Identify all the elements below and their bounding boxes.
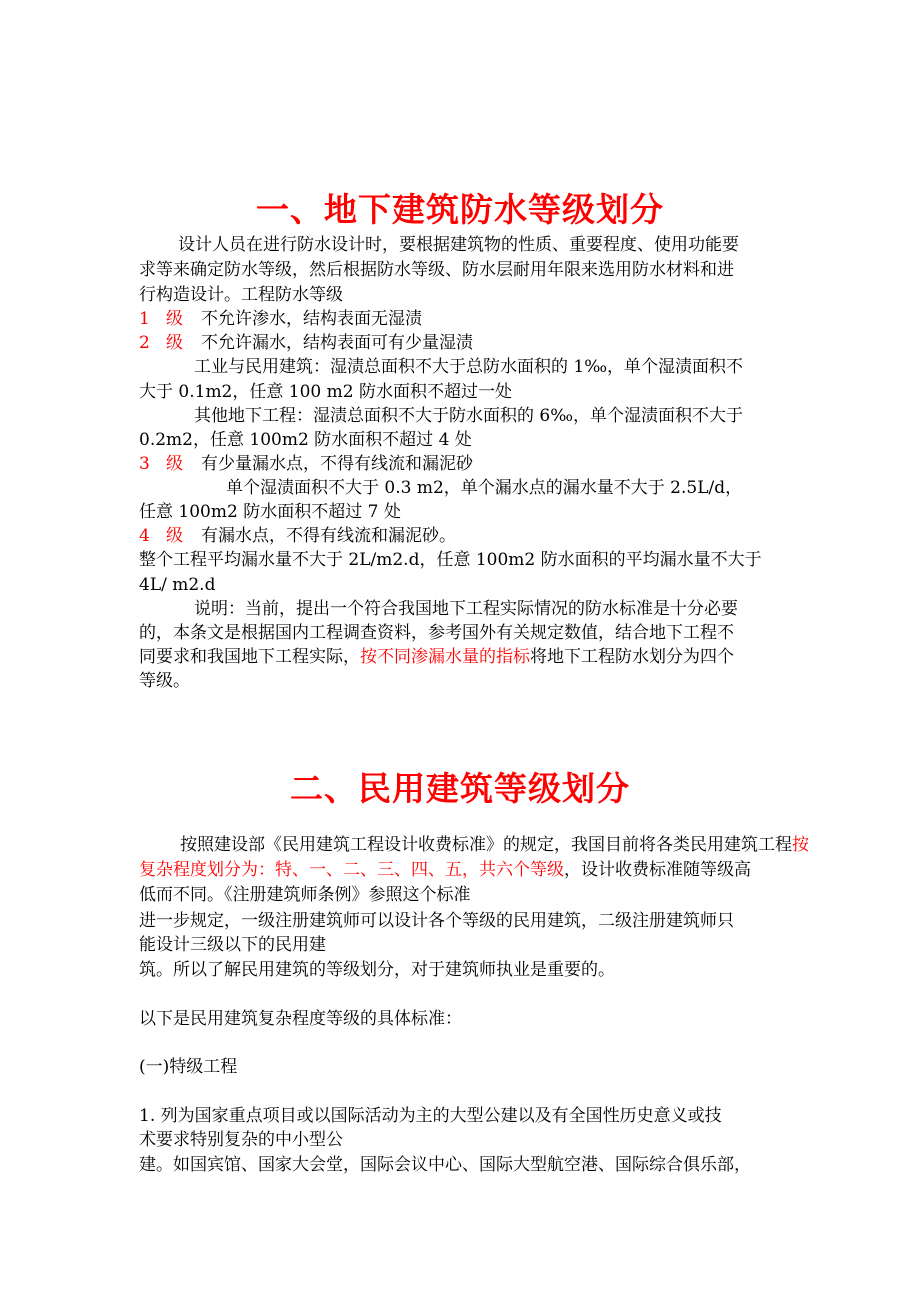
level-3-desc: 有少量漏水点，不得有线流和漏泥砂 [201,454,473,474]
p2-line: 以下是民用建筑复杂程度等级的具体标准： [139,1009,462,1029]
p4-line-3: 建。如国宾馆、国家大会堂，国际会议中心、国际大型航空港、国际综合俱乐部， [139,1155,751,1175]
intro-line-1: 设计人员在进行防水设计时，要根据建筑物的性质、重要程度、使用功能要 [178,235,739,255]
explanation-line-4: 等级。 [139,671,190,691]
explanation-line-1: 说明：当前，提出一个符合我国地下工程实际情况的防水标准是十分必要 [194,599,738,619]
section2-title: 二、民用建筑等级划分 [290,769,630,808]
level-2-note-2: 大于 0.1m2，任意 100 m2 防水面积不超过一处 [139,382,512,402]
level-1-desc: 不允许渗水，结构表面无湿渍 [201,309,422,329]
p1-line-2: 复杂程度划分为：特、一、二、三、四、五，共六个等级，设计收费标准随等级高 [139,860,751,880]
p1-line-1: 按照建设部《民用建筑工程设计收费标准》的规定，我国目前将各类民用建筑工程按 [180,835,809,855]
explanation-line-2: 的，本条文是根据国内工程调查资料，参考国外有关规定数值，结合地下工程不 [139,623,734,643]
p1-line-4: 进一步规定，一级注册建筑师可以设计各个等级的民用建筑，二级注册建筑师只 [139,911,734,931]
intro-line-3: 行构造设计。工程防水等级 [139,285,343,305]
level-3-row [139,452,473,476]
highlight-grades: 复杂程度划分为：特、一、二、三、四、五，共六个等级 [139,860,564,880]
level-4-row [139,524,456,548]
level-4-desc: 有漏水点，不得有线流和漏泥砂。 [201,526,456,546]
level-3-label: 3 级 [139,454,184,474]
level-3-note-1: 单个湿渍面积不大于 0.3 m2，单个漏水点的漏水量不大于 2.5L/d， [226,478,743,498]
explanation-line-3: 同要求和我国地下工程实际，按不同渗漏水量的指标将地下工程防水划分为四个 [139,647,734,667]
level-4-label: 4 级 [139,526,184,546]
level-2-desc: 不允许漏水，结构表面可有少量湿渍 [201,333,473,353]
level-2-label: 2 级 [139,333,184,353]
p4-line-2: 术要求特别复杂的中小型公 [139,1130,343,1150]
section1-title: 一、地下建筑防水等级划分 [256,190,664,229]
level-3-note-2: 任意 100m2 防水面积不超过 7 处 [139,502,401,522]
level-2-note-1: 工业与民用建筑：湿渍总面积不大于总防水面积的 1‰，单个湿渍面积不 [194,357,744,377]
level-2-note-4: 0.2m2，任意 100m2 防水面积不超过 4 处 [139,430,472,450]
p1-line-6: 筑。所以了解民用建筑的等级划分，对于建筑师执业是重要的。 [139,960,615,980]
p3-line: (一)特级工程 [139,1057,238,1077]
p4-line-1: 1. 列为国家重点项目或以国际活动为主的大型公建以及有全国性历史意义或技 [139,1106,722,1126]
level-4-note-2: 4L/ m2.d [139,575,216,595]
level-1-row [139,307,422,331]
level-2-note-3: 其他地下工程：湿渍总面积不大于防水面积的 6‰，单个湿渍面积不大于 [194,406,744,426]
highlight-text: 按不同渗漏水量的指标 [360,647,530,667]
p1-line-5: 能设计三级以下的民用建 [139,935,326,955]
level-4-note-1: 整个工程平均漏水量不大于 2L/m2.d，任意 100m2 防水面积的平均漏水量不大于 [139,550,762,570]
level-1-label: 1 级 [139,309,184,329]
intro-line-2: 求等来确定防水等级，然后根据防水等级、防水层耐用年限来选用防水材料和进 [139,260,734,280]
level-2-row [139,331,473,355]
p1-line-3: 低而不同。《注册建筑师条例》参照这个标准 [139,885,471,905]
